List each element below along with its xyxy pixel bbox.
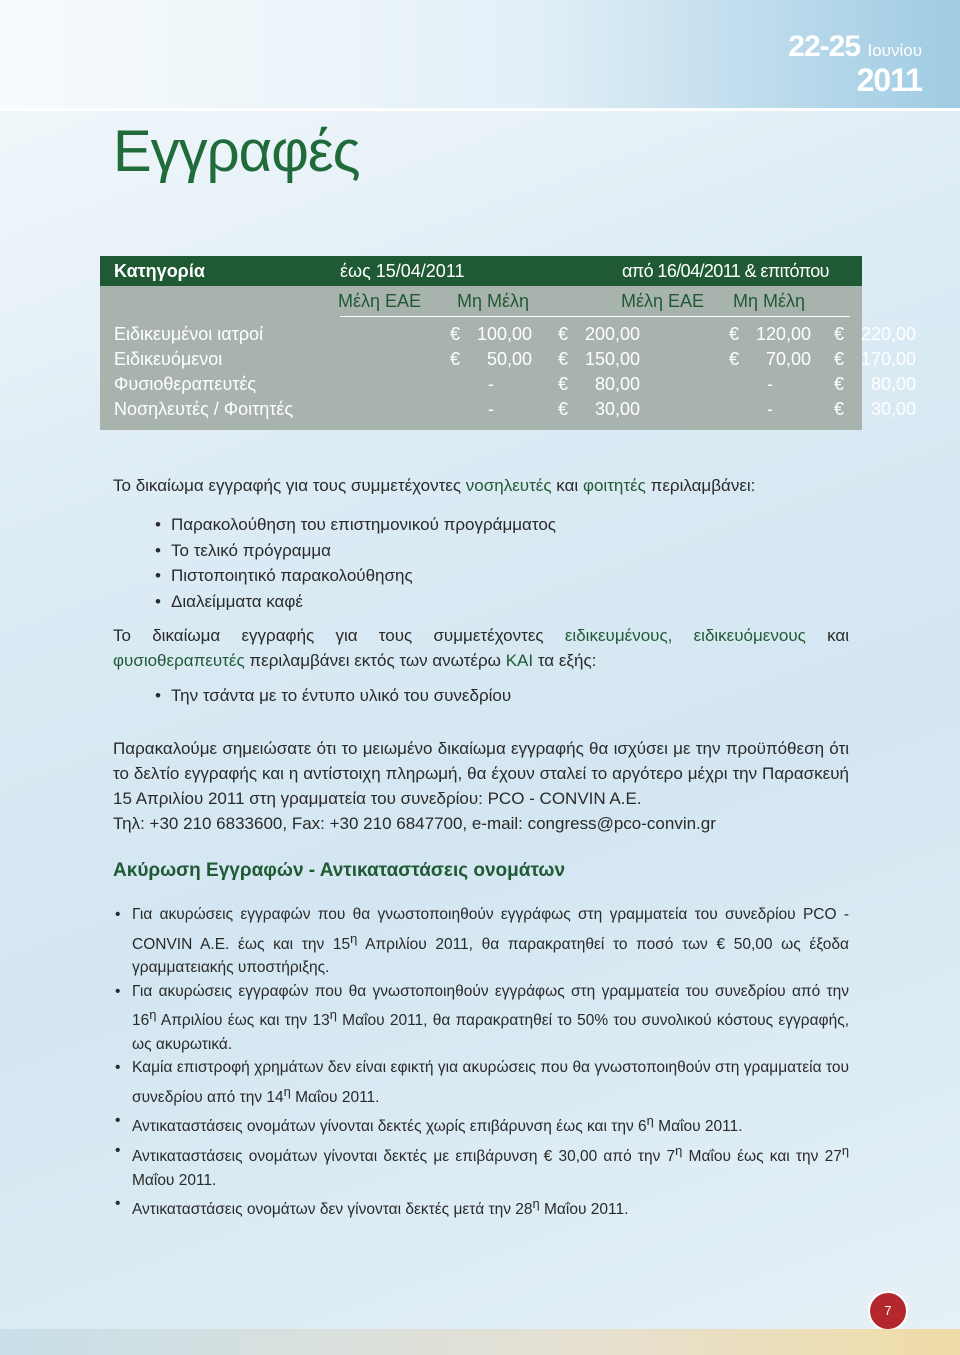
doctors-benefits-list (155, 686, 511, 706)
fee-table (100, 256, 916, 430)
table-row (100, 324, 916, 348)
doctors-and: και (827, 626, 849, 645)
amount: 70,00 (765, 349, 811, 369)
ordinal-sup: η (329, 1007, 337, 1023)
date-range: 22-25 (788, 30, 861, 63)
fee-cell: - (767, 374, 773, 394)
list-item (115, 1139, 849, 1192)
nurses-benefits-list (155, 512, 556, 614)
col-from: από 16/04/2011 & επιτόπου (622, 261, 829, 281)
euro-sign: € (834, 349, 845, 369)
ordinal-sup: η (149, 1007, 157, 1023)
row-category: Ειδικευμένοι ιατροί (114, 324, 264, 344)
doctors-post-2: τα εξής: (537, 651, 597, 670)
table-row (100, 349, 916, 373)
sub-header-rule (340, 316, 850, 317)
page-number: 7 (868, 1291, 908, 1331)
euro-sign: € (558, 374, 569, 394)
nurses-intro (113, 476, 755, 496)
fee-cell: - (488, 374, 494, 394)
footer-band (0, 1329, 960, 1355)
euro-sign: € (450, 349, 461, 369)
intro-text: Το δικαίωμα εγγραφής για τους συμμετέχοντες (113, 476, 462, 495)
item-text: Για ακυρώσεις εγγραφών που θα γνωστοποιηθούν εγγράφως στη γραμματεία του συνεδρίου από την 16 (132, 982, 849, 1030)
list-item (115, 1056, 849, 1109)
intro-post: περιλαμβάνει: (650, 476, 756, 495)
euro-sign: € (558, 399, 569, 419)
sub-nonmembers-late: Μη Μέλη (733, 291, 806, 311)
table-row (100, 374, 916, 398)
amount: 170,00 (860, 349, 916, 369)
doctors-intro (113, 623, 849, 673)
cancellation-title: Ακύρωση Εγγραφών - Αντικαταστάσεις ονομάτων (113, 860, 566, 881)
list-item (115, 1109, 849, 1139)
fee-cell: - (767, 399, 773, 419)
cancellation-list (115, 903, 849, 1222)
doctors-physio: φυσιοθεραπευτές (113, 651, 245, 670)
contact-info: Τηλ: +30 210 6833600, Fax: +30 210 6847700, e-mail: congress@pco-convin.gr (113, 814, 716, 833)
item-text: Μαΐου 2011. (132, 1171, 217, 1189)
row-category: Ειδικευόμενοι (114, 349, 223, 369)
amount: 30,00 (594, 399, 640, 419)
euro-sign: € (729, 324, 740, 344)
euro-sign: € (834, 374, 845, 394)
congress-date (788, 30, 922, 96)
sub-members-late: Μέλη ΕΑΕ (621, 291, 705, 311)
intro-and: και (556, 476, 579, 495)
item-text: Μαΐου 2011. (544, 1201, 629, 1219)
date-year: 2011 (856, 62, 922, 98)
ordinal-sup: η (283, 1083, 291, 1099)
amount: 30,00 (870, 399, 916, 419)
amount: 100,00 (476, 324, 532, 344)
item-text: Αντικαταστάσεις ονομάτων δεν γίνονται δεκτές μετά την 28 (132, 1201, 533, 1219)
list-item: • Πιστοποιητικό παρακολούθησης (155, 563, 556, 589)
euro-sign: € (558, 324, 569, 344)
euro-sign: € (834, 324, 845, 344)
item-text: Μαΐου 2011. (295, 1088, 380, 1106)
list-item (115, 1192, 849, 1222)
ordinal-sup: η (841, 1143, 850, 1159)
euro-sign: € (450, 324, 461, 344)
item-text: Μαΐου έως και την 27 (688, 1148, 842, 1166)
list-item: • Διαλείμματα καφέ (155, 589, 556, 615)
date-month: Ιουνίου (867, 41, 922, 60)
doctors-specialists: ειδικευμένους, ειδικευόμενους (564, 626, 806, 645)
item-text: Αντικαταστάσεις ονομάτων γίνονται δεκτές χωρίς επιβάρυνση έως και την 6 (132, 1118, 647, 1136)
euro-sign: € (729, 349, 740, 369)
fee-table-header (100, 256, 862, 286)
intro-nurses: νοσηλευτές (465, 476, 552, 495)
header-band (0, 0, 960, 111)
intro-students: φοιτητές (582, 476, 646, 495)
euro-sign: € (834, 399, 845, 419)
col-until: έως 15/04/2011 (340, 261, 465, 281)
item-text: Μαΐου 2011, θα παρακρατηθεί το 50% του συνολικού κόστους εγγραφής, ως ακυρωτικά. (132, 1012, 850, 1053)
item-text: Αντικαταστάσεις ονομάτων γίνονται δεκτές με επιβάρυνση € 30,00 από την 7 (132, 1148, 676, 1166)
amount: 220,00 (860, 324, 916, 344)
ordinal-sup: η (532, 1196, 540, 1212)
ordinal-sup: η (675, 1143, 683, 1159)
amount: 80,00 (594, 374, 640, 394)
sub-nonmembers-early: Μη Μέλη (457, 291, 530, 311)
amount: 50,00 (486, 349, 532, 369)
list-item (115, 980, 849, 1057)
ordinal-sup: η (350, 930, 358, 946)
item-text: Για ακυρώσεις εγγραφών που θα γνωστοποιηθούν εγγράφως στη γραμματεία του συνεδρίου PCO - CONVIN A.E. έως και την 15 (132, 906, 849, 953)
item-text: Απριλίου έως και την 13 (160, 1012, 330, 1030)
list-item: • Το τελικό πρόγραμμα (155, 538, 556, 564)
sub-members-early: Μέλη ΕΑΕ (338, 291, 422, 311)
doctors-kai: ΚΑΙ (505, 651, 534, 670)
col-category: Κατηγορία (114, 261, 205, 281)
ordinal-sup: η (646, 1113, 654, 1129)
fee-cell: - (488, 399, 494, 419)
doctors-post: περιλαμβάνει εκτός των ανωτέρω (249, 651, 501, 670)
row-category: Νοσηλευτές / Φοιτητές (114, 399, 294, 419)
amount: 120,00 (755, 324, 811, 344)
item-text: Μαΐου 2011. (658, 1118, 743, 1136)
euro-sign: € (558, 349, 569, 369)
page-title: Εγγραφές (113, 119, 360, 184)
deadline-note: Παρακαλούμε σημειώσατε ότι το μειωμένο δικαίωμα εγγραφής θα ισχύσει με την προϋπόθεση ότι το δελτίο εγγραφής και η αντίστοιχη πληρωμή, θα έχουν σταλεί το αργότερο μέχρι την Παρασκευή 15 Απριλίου 2011 στη γραμματεία του συνεδρίου: PCO - CONVIN A.E. (113, 739, 849, 808)
list-item (115, 903, 849, 980)
list-item: • Παρακολούθηση του επιστημονικού προγράμματος (155, 512, 556, 538)
amount: 150,00 (584, 349, 640, 369)
item-text: Καμία επιστροφή χρημάτων δεν είναι εφικτή για ακυρώσεις που θα γνωστοποιηθούν στη γραμματεία του συνεδρίου από την 14 (132, 1059, 849, 1106)
table-row (100, 399, 916, 423)
amount: 80,00 (870, 374, 916, 394)
doctors-text: Το δικαίωμα εγγραφής για τους συμμετέχοντες (113, 626, 544, 645)
item-text: Απριλίου 2011, θα παρακρατηθεί το ποσό των € 50,00 ως έξοδα γραμματειακής υποστήριξης. (132, 935, 849, 977)
row-category: Φυσιοθεραπευτές (114, 374, 257, 394)
amount: 200,00 (584, 324, 640, 344)
list-item: • Την τσάντα με το έντυπο υλικό του συνεδρίου (155, 686, 511, 706)
